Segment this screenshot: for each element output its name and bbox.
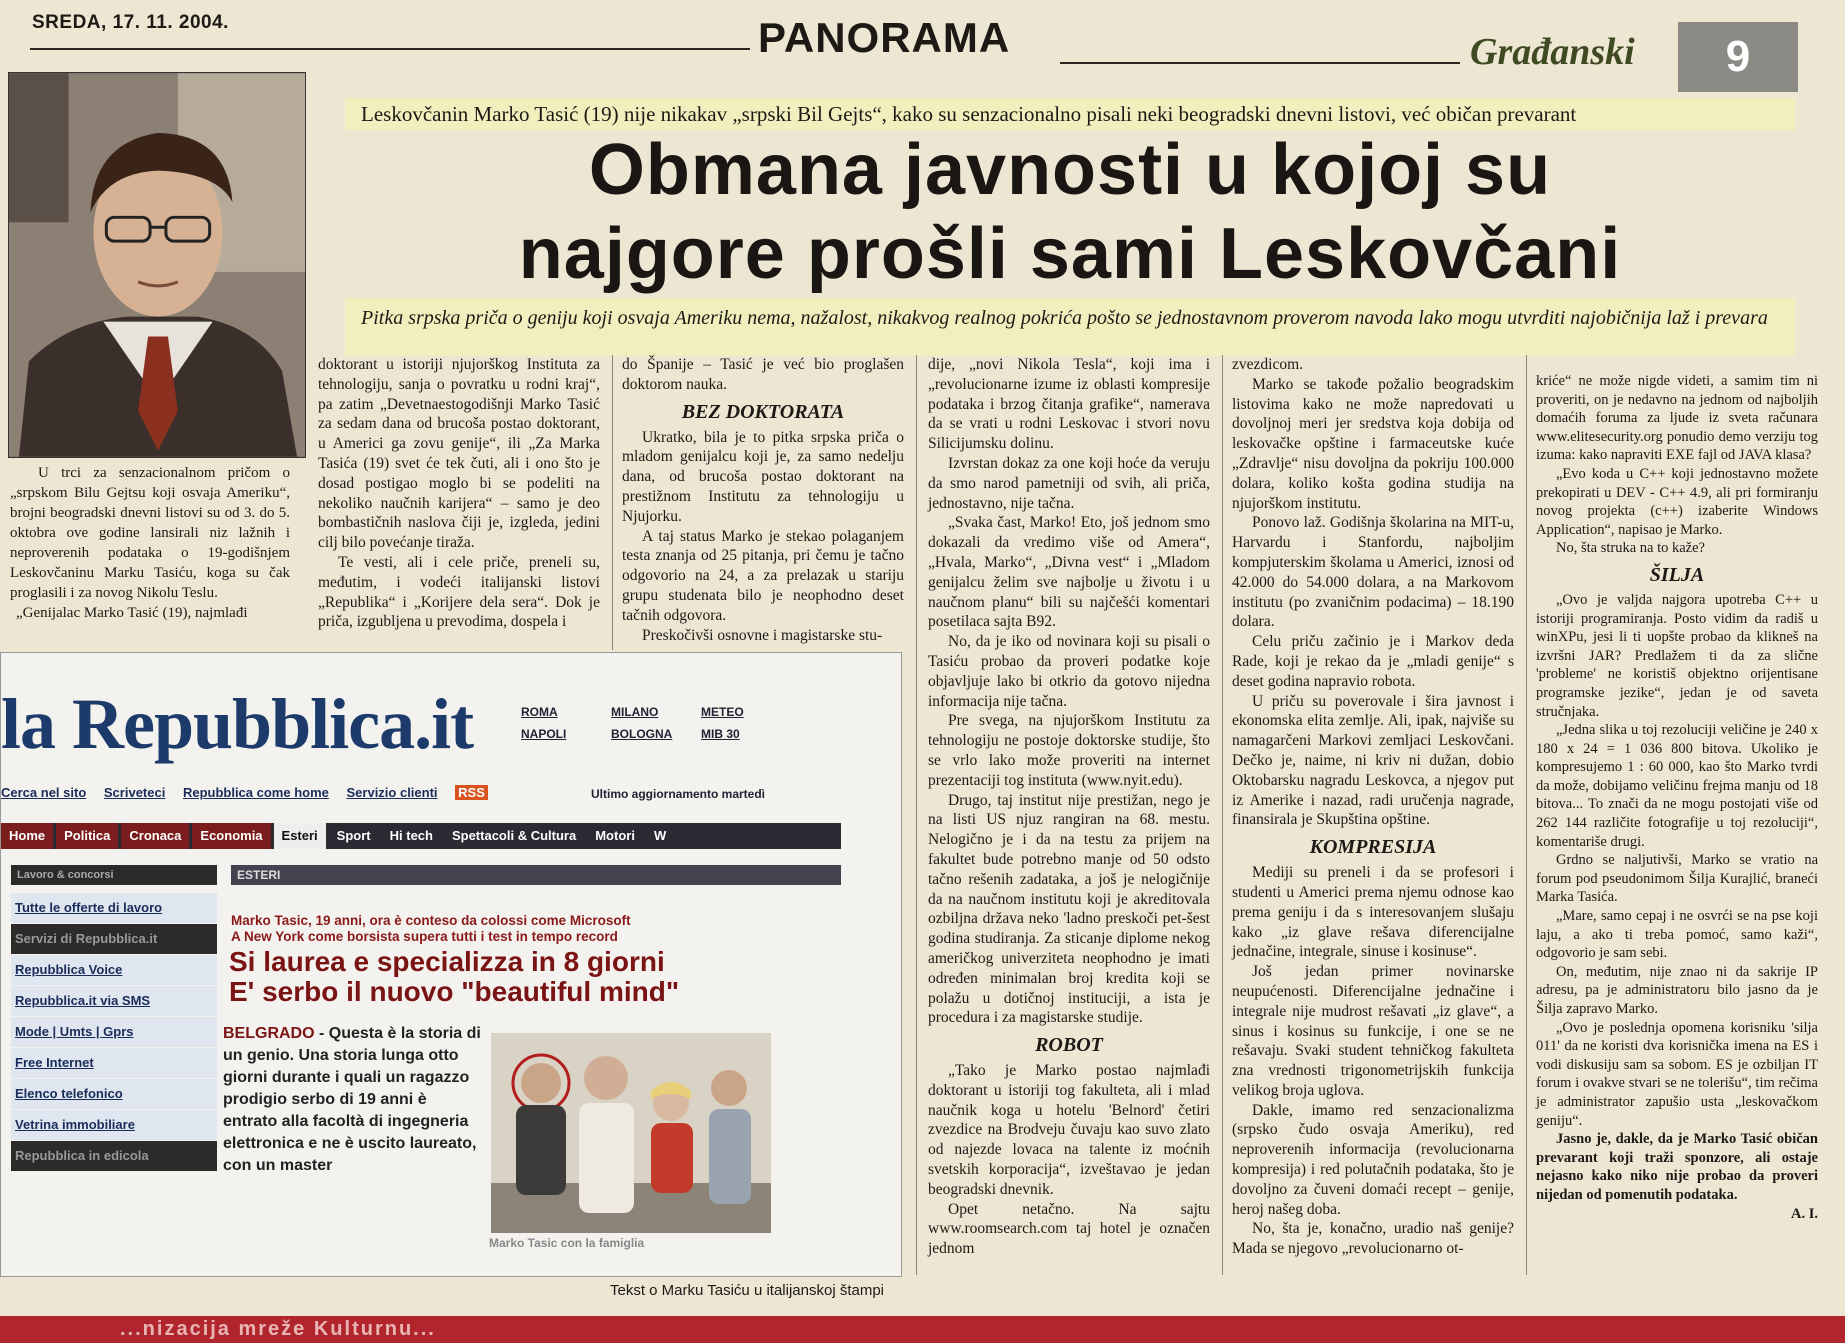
lead-text: - Questa è la storia di un genio. Una storia lunga otto giorni durante i quali un ragazzo prodigio serbo di 19 anni è entrato alla facoltà di ingegneria elettronica e ne è uscito laureato, con un master (223, 1025, 481, 1174)
page-number: 9 (1678, 22, 1798, 92)
masthead-rule-left (30, 48, 750, 50)
paragraph: Mediji su preneli i da se profesori i studenti u Americi prema njemu odnose kao prema geniju i da s interesovanjem slušaju kako „iz glave rešava diferencijalne jednačine, integrale, sinuse i kosinuse“. (1232, 864, 1514, 961)
subheading: KOMPRESIJA (1309, 836, 1437, 859)
paragraph: Grdno se naljutivši, Marko se vratio na forum pod pseudonimom Šilja Kurajlić, braneći Marka Tasića. (1536, 852, 1818, 906)
section-title: PANORAMA (758, 14, 1011, 61)
paragraph: On, međutim, nije znao ni da sakrije IP adresu, pa je administratoru bilo jasno da je Šilja zapravo Marko. (1536, 963, 1818, 1017)
repubblica-screenshot (0, 652, 902, 1277)
footer-band (0, 1316, 1845, 1343)
tab-spettacoli[interactable]: Spettacoli & Cultura (444, 823, 584, 849)
screenshot-caption: Tekst o Marku Tasiću u italijanskoj štampi (610, 1282, 884, 1299)
repubblica-logo: la Repubblica.it (1, 684, 474, 764)
paragraph: „Ovo je poslednja opomena korisniku 'silja 011' da ne koristi dva korisnička imena na ES i vodi diskusiju sam sa sobom. ES je ozbiljan IT forum i ovakve stvari se ne tolerišu“, tim rečima je administrator zapušio usta „leskovačkom geniju“. (1536, 1019, 1818, 1129)
article-subkicker-it: A New York come borsista supera tutti i test in tempo record (231, 929, 618, 944)
last-update-text: Ultimo aggiornamento martedì (591, 787, 766, 801)
main-section-header: ESTERI (231, 865, 841, 885)
article-column-6 (1536, 372, 1818, 1223)
nav-link[interactable]: Scriveteci (103, 785, 166, 800)
paragraph: Ponovo laž. Godišnja školarina na MIT-u, Harvardu i Stanfordu, najboljim kompjuterskim školama u Americi, iznosi od 42.000 do 54.000 dolara, a na Markovom institutu (po zvaničnim podacima) – 18.190 dolara. (1232, 514, 1514, 631)
tab-esteri[interactable]: Esteri (274, 823, 326, 849)
article-deck: Pitka srpska priča o geniju koji osvaja Ameriku nema, nažalost, nikakvog realnog pokrića pošto se jednostavnom proverom navoda lako mogu utvrditi najobičnija laž i prevara (345, 298, 1795, 356)
nav-link[interactable]: Servizio clienti (346, 785, 438, 800)
paragraph: „Tako je Marko postao najmlađi doktorant u istoriji tog fakulteta, ali i mlad naučnik koga u hotelu 'Belnord' četiri zvezdice na Brodveju čuvaju kao suvo zlato od najezde lovaca na talente iz moćnih svetskih korporacija“, izveštavao je jedan beogradski dnevnik. (928, 1062, 1210, 1198)
paragraph: do Španije – Tasić je već bio proglašen doktorom nauka. (622, 356, 904, 393)
paragraph: Još jedan primer novinarske neupućenosti. Diferencijalne jednačine i integrale nije mudrost rešavati „iz glave“, a sinus i kosinus su funkcije, i one se ne rešavaju. Svaki student tehničkog fakulteta zna vrednosti trigonometrijskih funkcija velikog broja uglova. (1232, 963, 1514, 1099)
article-kicker: Leskovčanin Marko Tasić (19) nije nikakav „srpski Bil Gejts“, kako su senzacionalno pisali neki beogradski dnevni listovi, već običan prevarant (345, 98, 1795, 130)
headline-line[interactable]: Si laurea e specializza in 8 giorni (229, 946, 665, 977)
intro-column (10, 463, 290, 623)
paragraph: zvezdicom. (1232, 356, 1304, 373)
intro-paragraph: U trci za senzacionalnom pričom o „srpskom Bilu Gejtsu koji osvaja Ameriku“, brojni beogradski dnevni listovi su od 3. do 5. oktobra ove godine lansirali niz lažnih i neproverenih podataka o 19-godišnjem Leskovčaninu Marku Tasiću, koga su čak proglasili i za novog Nikolu Teslu. (10, 465, 290, 601)
city-link[interactable]: ROMA (521, 705, 558, 719)
intro-paragraph: „Genijalac Marko Tasić (19), najmlađi (16, 605, 248, 621)
column-divider (1526, 355, 1527, 1275)
paragraph: No, šta je, konačno, uradio naš genije? Mada se njegovo „revolucionarno ot- (1232, 1220, 1514, 1258)
paragraph: „Svaka čast, Marko! Eto, još jednom smo dokazali da vredimo više od Amera“, „Hvala, Marko“, „Divna vest“ i „Mladom genijalcu želim sve najbolje u životu i u naučnom planu“ bili su najčešći komentari posetilaca sajta B92. (928, 514, 1210, 631)
portrait-photo (8, 72, 306, 458)
paragraph: Dakle, imamo red senzacionalizma (srpsko čudo osvaja Ameriku), red neproverenih informacija (revolucionarna kompresija) i red polutačnih podataka, što je dovoljno za čuveni domaći recept – genije, heroj našeg doba. (1232, 1101, 1514, 1218)
sidebar-link[interactable]: Repubblica Voice (11, 955, 217, 985)
paragraph: „Ovo je valjda najgora upotreba C++ u istoriji programiranja. Posto vidim da radiš u winXPu, jesi li ti uopšte probao da klikneš na izvršni JAR? Predlažem ti da za slične 'probleme' ne koristiš objektno orijentisane programske jezike“, jedan je od saveta stručnjaka. (1536, 591, 1818, 720)
sidebar-link[interactable]: Elenco telefonico (11, 1079, 217, 1109)
tab-cronaca[interactable]: Cronaca (121, 823, 189, 849)
headline-line: Obmana javnosti u kojoj su (588, 130, 1552, 210)
city-link[interactable]: METEO (701, 705, 744, 719)
paragraph: dije, „novi Nikola Tesla“, koji ima i „revolucionarne izume iz oblasti kompresije podataka i brzog čitanja grafike“, namerava da se vrati u rodni Leskovac i stvori novu Silicijumsku dolinu. (928, 356, 1210, 453)
dateline: BELGRADO (223, 1025, 315, 1042)
tab-w[interactable]: W (646, 823, 674, 849)
family-photo (491, 1033, 771, 1233)
column-divider (916, 355, 917, 1275)
nav-link[interactable]: Repubblica come home (182, 785, 329, 800)
paragraph: Drugo, taj institut nije prestižan, nego je na listi US njuz rangiran na 68. mestu. Nelogično je i da na testu za prijem na fakultet bude potrebno manje od 50 odsto tačno rešenih zadataka, a još je nelogičnije da na naučnom institutu koji je akreditovala ozbiljna država neko 'ladno preskoči pet-šest godina studiranja. Za sticanje diplome nekog američkog univerziteta neophodno je imati određen minimalan broj kredita koji se polažu u dotičnoj instituciji, a ista je procedura i za magistarske studije. (928, 791, 1210, 1027)
column-divider (612, 355, 613, 650)
paragraph: Celu priču začinio je i Markov deda Rade, koji je rekao da je „mladi genije“ s deset godina napravio robota. (1232, 633, 1514, 690)
headline-line[interactable]: E' serbo il nuovo "beautiful mind" (229, 976, 680, 1007)
paragraph: Opet netačno. Na sajtu www.roomsearch.com taj hotel je označen jednom (928, 1200, 1210, 1258)
article-column-5 (1232, 355, 1514, 1259)
paragraph: doktorant u istoriji njujorškog Instituta za tehnologiju, sanja o povratku u rodni kraj“, pa zatim „Devetnaestogodišnji Marko Tasić za sedam dana od brucoša postao doktorant, u Americi ga zovu genije“, ili „Za Marka Tasića (19) svet će tek čuti, ali i ono što je dosad postigao moglo bi se podeliti na nekoliko naučnih karijera“ – samo je deo bombastičnih naslova čiji je, izgleda, jedini cilj bilo povećanje tiraža. (318, 356, 600, 552)
tab-home[interactable]: Home (1, 823, 53, 849)
newspaper-logo: Građanski (1470, 31, 1635, 73)
sidebar-link[interactable]: Repubblica.it via SMS (11, 986, 217, 1016)
sidebar-link[interactable]: Free Internet (11, 1048, 217, 1078)
subheading: ŠILJA (1649, 563, 1705, 586)
sidebar-header: Lavoro & concorsi (11, 865, 217, 885)
column-divider (1222, 355, 1223, 1275)
sidebar-link[interactable]: Repubblica in edicola (11, 1141, 217, 1171)
city-link[interactable]: BOLOGNA (611, 727, 673, 741)
article-headline-it (229, 947, 789, 1007)
paragraph: Ukratko, bila je to pitka srpska priča o mladom genijalcu koji je, za samo nedelju dana, od brucoša postao doktorant na prestižnom Institutu za tehnologiju u Njujorku. (622, 428, 904, 525)
paragraph: A taj status Marko je stekao polaganjem testa znanja od 25 pitanja, pri čemu je tačno odgovorio na 24, a za prelazak u stariju grupu studenata bilo je neophodno deset tačnih odgovora. (622, 527, 904, 624)
paragraph: „Jedna slika u toj rezoluciji veličine je 240 x 180 x 24 = 1 036 800 bitova. Ukoliko je kompresujemo 1 : 60 000, kao što Marko tvrdi da može, dobijamo veličinu frejma manju od 18 bitova... To znači da ne mogu postojati više od 262 144 različite fotografije u toj rezoluciji“, komentariše drugi. (1536, 722, 1818, 850)
sidebar-link[interactable]: Vetrina immobiliare (11, 1110, 217, 1140)
tab-hitech[interactable]: Hi tech (382, 823, 441, 849)
city-link[interactable]: MILANO (611, 705, 659, 719)
paragraph: „Mare, samo cepaj i ne osvrći se na pse koji laju, a ako ti treba pomoć, samo kaži“, odgovorio je sam sebi. (1536, 908, 1818, 962)
article-lead-it (223, 1023, 483, 1177)
issue-date: SREDA, 17. 11. 2004. (32, 12, 229, 33)
headline-line: najgore prošli sami Leskovčani (518, 214, 1622, 294)
tab-economia[interactable]: Economia (192, 823, 270, 849)
paragraph: No, šta struka na to kaže? (1556, 540, 1705, 557)
article-kicker-it: Marko Tasic, 19 anni, ora è conteso da colossi come Microsoft (231, 913, 631, 928)
article-column-4 (928, 355, 1210, 1259)
paragraph: Jasno je, dakle, da je Marko Tasić običan prevarant koji traži sponzore, ali ostaje nejasno kako niko nije probao da proveri nijedan od pomenutih podataka. (1536, 1131, 1818, 1203)
paragraph: U priču su poverovale i šira javnost i ekonomska elita zemlje. Ali, ipak, najviše su namagarčeni Markovi zemljaci Leskovčani. Dečko je, naime, ni kriv ni dužan, dobio Oktobarsku nagradu Leskovca, a njegov put iz Amerike i nazad, radi uručenja nagrade, finansirala je Skupština opštine. (1232, 692, 1514, 829)
paragraph: Izvrstan dokaz za one koji hoće da veruju da smo narod pametniji od svih, ali priča, jednostavno, nije tačna. (928, 454, 1210, 512)
sidebar (11, 865, 217, 1172)
section-tabs (1, 823, 841, 849)
city-link[interactable]: NAPOLI (521, 727, 567, 741)
tab-motori[interactable]: Motori (587, 823, 643, 849)
city-link[interactable]: MIB 30 (701, 727, 740, 741)
paragraph: Te vesti, ali i cele priče, preneli su, međutim, i vodeći italijanski listovi „Republika“ i „Korijere dela sera“. Dok je priča, izgubljena u prevodima, dospela i (318, 553, 600, 631)
sidebar-link[interactable]: Servizi di Repubblica.it (11, 924, 217, 954)
paragraph: No, da je iko od novinara koji su pisali o Tasiću probao da proveri podatke koje objavljuje lako bi otkrio da gotovo nijedna informacija nije tačna. (928, 633, 1210, 710)
footer-text: ...nizacija mreže Kulturnu... (120, 1318, 436, 1340)
subheading: ROBOT (1035, 1034, 1103, 1057)
paragraph: Marko se takođe požalio beogradskim listovima kako ne može napredovati u dovoljnoj meri jer sredstva koja dobija od leskovačke opštine i farmaceutske kuće „Zdravlje“ nisu dovoljna da pokriju 100.000 dolara, koliko košta godina studija na njujorškom institutu. (1232, 375, 1514, 512)
author-signature: A. I. (1791, 1205, 1818, 1222)
sidebar-link[interactable]: Mode | Umts | Gprs (11, 1017, 217, 1047)
subheading: BEZ DOKTORATA (681, 400, 845, 423)
family-illustration (491, 1033, 771, 1233)
tab-politica[interactable]: Politica (56, 823, 118, 849)
article-headline (345, 128, 1795, 296)
portrait-illustration (9, 73, 305, 457)
masthead-rule-right (1060, 62, 1460, 64)
paragraph: „Evo koda u C++ koji jednostavno možete prekopirati u DEV - C++ 4.9, ali pri formiranju novog projekta (c++) izaberite Windows Application“, napisao je Marko. (1536, 465, 1818, 538)
photo-caption-it: Marko Tasic con la famiglia (489, 1236, 645, 1250)
sidebar-link[interactable]: Tutte le offerte di lavoro (11, 893, 217, 923)
article-column-3 (622, 355, 904, 645)
paragraph: Preskočivši osnovne i magistarske stu- (642, 626, 883, 644)
nav-link[interactable]: Cerca nel sito (1, 785, 87, 800)
rss-icon[interactable]: RSS (455, 785, 488, 800)
article-column-2 (318, 355, 600, 632)
tab-sport[interactable]: Sport (329, 823, 379, 849)
paragraph: Pre svega, na njujorškom Institutu za tehnologiju ne postoje doktorske studije, što se vrlo lako može proveriti na internet prezentaciji tog instituta (www.nyit.edu). (928, 712, 1210, 789)
city-links (521, 701, 791, 745)
paragraph: kriće“ ne može nigde videti, a samim tim ni proveriti, on je nedavno na jednom od najboljih domaćih foruma za ljude iz sveta računara www.elitesecurity.org ponudio demo verziju tog izuma: kako napraviti EXE fajl od JAVA klasa? (1536, 373, 1818, 464)
